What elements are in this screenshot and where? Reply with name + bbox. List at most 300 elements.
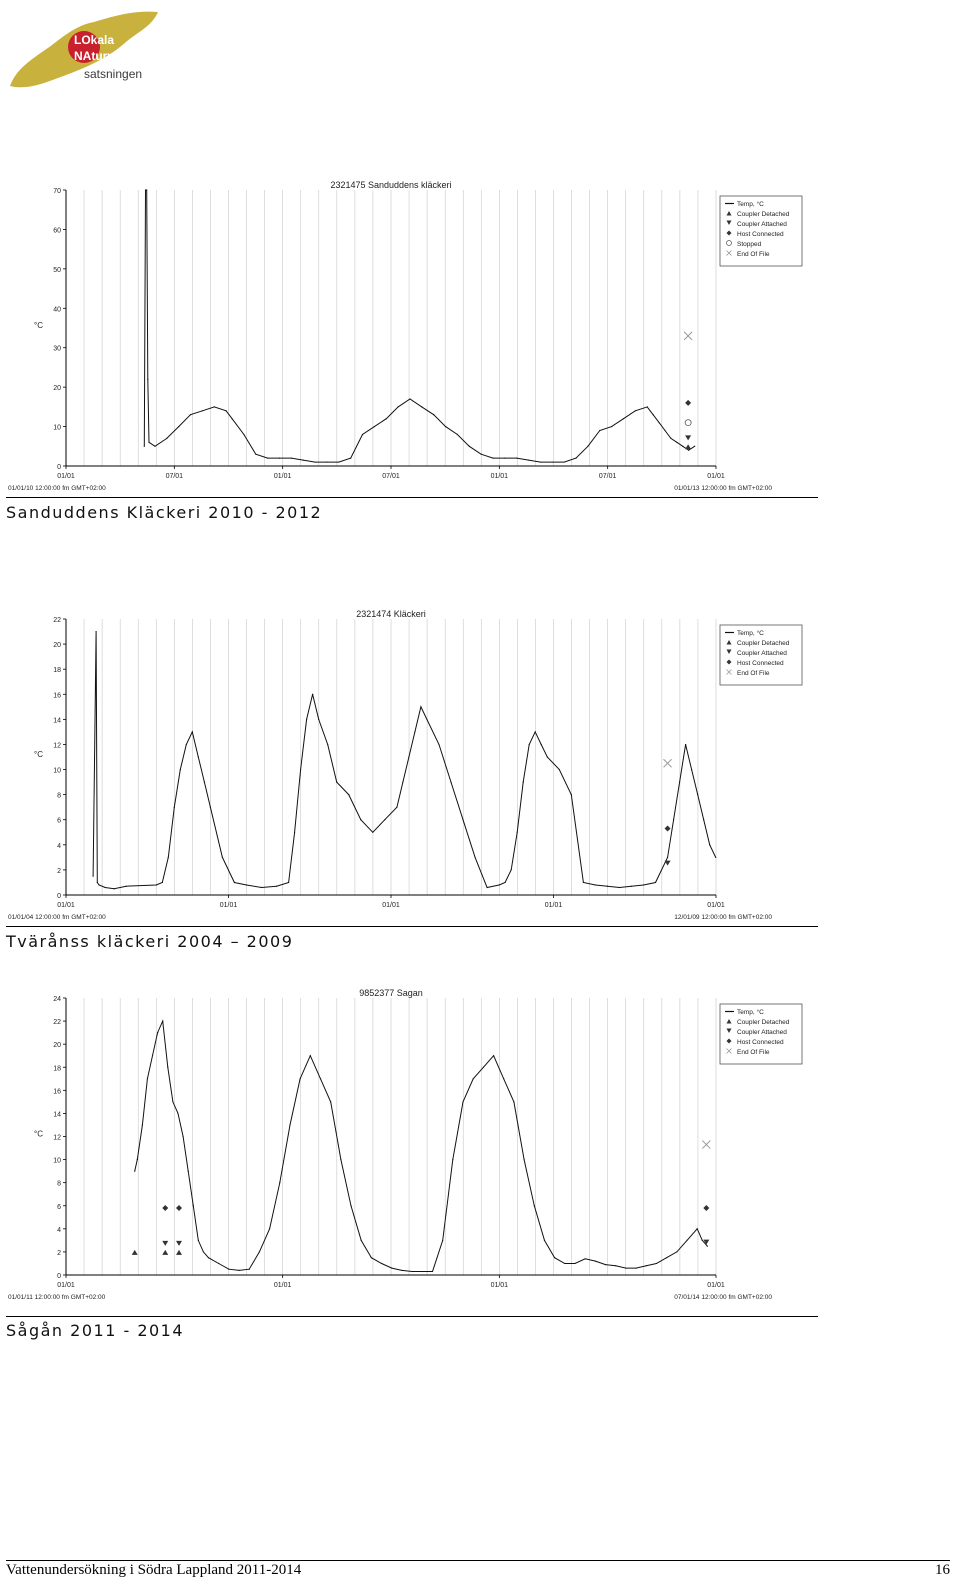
x-tick-label: 01/01 [57, 473, 75, 480]
x-tick-label: 01/01 [219, 902, 238, 909]
caption-rule [6, 926, 818, 927]
temp-data-point [611, 426, 612, 427]
temp-data-point [599, 430, 600, 431]
temp-data-point [147, 379, 148, 380]
temp-data-point [154, 446, 155, 447]
temp-data-point [401, 1270, 402, 1271]
footer [6, 1562, 950, 1582]
caption-rule [6, 1316, 818, 1317]
temp-data-point [643, 884, 644, 885]
legend-entry: Coupler Attached [737, 650, 787, 657]
temp-data-point [499, 884, 500, 885]
marker-end-of-file [702, 1141, 710, 1149]
temp-data-point [186, 744, 187, 745]
temp-data-point [658, 422, 659, 423]
legend-entry: End Of File [737, 1049, 770, 1056]
temp-data-point [462, 1101, 463, 1102]
x-tick-label: 01/01 [273, 1282, 292, 1289]
temp-data-point [426, 719, 427, 720]
temp-data-point [97, 882, 98, 883]
temp-data-point [300, 769, 301, 770]
temp-data-point [228, 1269, 229, 1270]
caption-tvarans: Tvärånss kläckeri 2004 – 2009 [6, 932, 294, 951]
temp-series-line [144, 190, 694, 462]
legend-entry: Host Connected [737, 660, 784, 667]
lokala-naturvards-logo [6, 4, 166, 96]
temp-data-point [92, 876, 93, 877]
temp-data-point [255, 454, 256, 455]
temp-data-point [697, 1228, 698, 1229]
temp-data-point [162, 882, 163, 883]
y-tick-label: 14 [53, 717, 61, 725]
temp-data-point [667, 857, 668, 858]
temp-data-point [318, 719, 319, 720]
temp-data-point [291, 458, 292, 459]
temp-data-point [348, 794, 349, 795]
temp-data-point [664, 430, 665, 431]
temp-series-line [93, 632, 716, 889]
temp-data-point [398, 406, 399, 407]
x-tick-label: 01/01 [490, 1282, 509, 1289]
chart-sanduddens [0, 178, 960, 496]
temp-data-point [450, 781, 451, 782]
x-end-label: 07/01/14 12:00:00 fm GMT+02:00 [674, 1294, 772, 1301]
temp-data-point [134, 1171, 135, 1172]
temp-data-point [234, 882, 235, 883]
temp-data-point [249, 1269, 250, 1270]
y-tick-label: 12 [53, 1134, 61, 1142]
temp-data-point [105, 887, 106, 888]
x-start-label: 01/01/04 12:00:00 fm GMT+02:00 [8, 914, 106, 921]
temp-data-point [192, 731, 193, 732]
temp-data-point [226, 410, 227, 411]
y-tick-label: 10 [53, 1157, 61, 1165]
temp-data-point [682, 446, 683, 447]
temp-data-point [362, 434, 363, 435]
temp-data-point [174, 807, 175, 808]
x-tick-label: 01/01 [707, 1282, 725, 1289]
marker-coupler-detached [162, 1250, 168, 1255]
temp-data-point [697, 794, 698, 795]
temp-data-point [438, 744, 439, 745]
temp-data-point [208, 1257, 209, 1258]
temp-data-point [457, 434, 458, 435]
temp-data-point [694, 446, 695, 447]
temp-data-point [574, 1263, 575, 1264]
marker-coupler-attached [176, 1241, 182, 1246]
temp-data-point [421, 406, 422, 407]
temp-data-point [483, 1067, 484, 1068]
temp-data-point [238, 1270, 239, 1271]
temp-data-point [306, 719, 307, 720]
temp-data-point [635, 1267, 636, 1268]
x-start-label: 01/01/10 12:00:00 fm GMT+02:00 [8, 485, 106, 492]
marker-host-connected [665, 826, 671, 832]
temp-data-point [564, 461, 565, 462]
temp-data-point [547, 756, 548, 757]
legend-entry: End Of File [737, 251, 770, 258]
x-tick-label: 01/01 [544, 902, 563, 909]
y-tick-label: 6 [57, 817, 61, 825]
y-tick-label: 30 [53, 345, 61, 353]
chart-title: 9852377 Sagan [359, 988, 423, 998]
y-tick-label: 22 [53, 1019, 61, 1027]
temp-data-point [279, 458, 280, 459]
x-start-label: 01/01/11 12:00:00 fm GMT+02:00 [8, 1294, 106, 1301]
temp-data-point [152, 1055, 153, 1056]
temp-data-point [126, 886, 127, 887]
legend-entry: End Of File [737, 670, 770, 677]
temp-data-point [605, 1264, 606, 1265]
temp-data-point [350, 1205, 351, 1206]
y-axis-label: °C [34, 321, 43, 330]
temp-data-point [552, 461, 553, 462]
y-tick-label: 18 [53, 667, 61, 675]
caption-sagan: Sågån 2011 - 2014 [6, 1321, 185, 1340]
y-tick-label: 2 [57, 1249, 61, 1257]
legend-entry: Temp, °C [737, 630, 764, 637]
temp-data-point [559, 769, 560, 770]
temp-data-point [492, 458, 493, 459]
page-number: 16 [935, 1562, 950, 1578]
y-tick-label: 40 [53, 306, 61, 314]
y-tick-label: 10 [53, 424, 61, 432]
x-tick-label: 01/01 [707, 473, 725, 480]
y-tick-label: 70 [53, 188, 61, 195]
x-tick-label: 01/01 [57, 902, 75, 909]
x-tick-label: 01/01 [273, 473, 292, 480]
temp-data-point [166, 438, 167, 439]
temp-data-point [571, 794, 572, 795]
temp-data-point [320, 1078, 321, 1079]
chart-block-2 [0, 602, 960, 954]
temp-data-point [288, 882, 289, 883]
temp-data-point [336, 781, 337, 782]
temp-data-point [231, 418, 232, 419]
x-tick-label: 07/01 [598, 473, 617, 480]
y-tick-label: 0 [57, 893, 61, 900]
temp-data-point [487, 887, 488, 888]
marker-coupler-detached [176, 1250, 182, 1255]
y-tick-label: 0 [57, 1273, 61, 1280]
temp-data-point [625, 1267, 626, 1268]
x-tick-label: 01/01 [707, 902, 725, 909]
temp-data-point [182, 1136, 183, 1137]
legend-entry: Coupler Attached [737, 221, 787, 228]
temp-data-point [686, 1240, 687, 1241]
temp-data-point [655, 882, 656, 883]
temp-data-point [98, 884, 99, 885]
marker-coupler-detached [685, 444, 691, 449]
y-tick-label: 16 [53, 692, 61, 700]
temp-data-point [656, 1263, 657, 1264]
temp-data-point [673, 819, 674, 820]
temp-data-point [703, 819, 704, 820]
temp-data-point [190, 414, 191, 415]
temp-data-point [585, 1258, 586, 1259]
temp-data-point [528, 459, 529, 460]
temp-data-point [676, 442, 677, 443]
temp-data-point [688, 450, 689, 451]
temp-data-point [402, 781, 403, 782]
temp-data-point [462, 819, 463, 820]
legend-entry: Coupler Detached [737, 1019, 790, 1026]
x-tick-label: 07/01 [382, 473, 400, 480]
temp-data-point [670, 438, 671, 439]
temp-data-point [289, 1124, 290, 1125]
logo-text-1: LOkala [74, 33, 115, 47]
temp-data-point [583, 882, 584, 883]
temp-data-point [679, 781, 680, 782]
temp-data-point [326, 461, 327, 462]
temp-data-point [473, 1078, 474, 1079]
chart-title: 2321475 Sanduddens kläckeri [330, 180, 452, 190]
chart-sagan [0, 986, 960, 1306]
temp-data-point [504, 458, 505, 459]
y-tick-label: 20 [53, 642, 61, 650]
temp-data-point [646, 1265, 647, 1266]
temp-data-point [702, 1240, 703, 1241]
temp-data-point [691, 769, 692, 770]
chart-title: 2321474 Kläckeri [356, 609, 426, 619]
temp-data-point [168, 857, 169, 858]
chart-block-1 [0, 178, 960, 523]
temp-data-point [676, 1251, 677, 1252]
temp-data-point [493, 1055, 494, 1056]
temp-data-point [445, 426, 446, 427]
marker-stopped [685, 420, 691, 426]
chart-block-3 [0, 986, 960, 1338]
temp-data-point [517, 832, 518, 833]
y-tick-label: 8 [57, 792, 61, 800]
legend-entry: Stopped [737, 241, 762, 248]
logo-text-2: NAturvårds [74, 49, 140, 63]
temp-data-point [396, 807, 397, 808]
marker-coupler-attached [685, 435, 691, 440]
temp-data-point [203, 1251, 204, 1252]
temp-data-point [707, 1246, 708, 1247]
temp-data-point [709, 844, 710, 845]
temp-data-point [267, 458, 268, 459]
temp-data-point [137, 1159, 138, 1160]
legend-entry: Coupler Detached [737, 640, 790, 647]
y-tick-label: 24 [53, 996, 61, 1003]
temp-data-point [157, 1032, 158, 1033]
marker-host-connected [703, 1205, 709, 1211]
temp-data-point [312, 694, 313, 695]
legend-entry: Coupler Detached [737, 211, 790, 218]
temp-data-point [635, 410, 636, 411]
temp-data-point [653, 414, 654, 415]
y-tick-label: 20 [53, 385, 61, 393]
y-tick-label: 60 [53, 227, 61, 235]
caption-sanduddens: Sanduddens Kläckeri 2010 - 2012 [6, 503, 323, 522]
temp-data-point [587, 446, 588, 447]
temp-data-point [193, 1205, 194, 1206]
temp-data-point [554, 1257, 555, 1258]
temp-data-point [156, 884, 157, 885]
temp-data-point [142, 1124, 143, 1125]
temp-data-point [204, 781, 205, 782]
legend-entry: Temp, °C [737, 201, 764, 208]
temp-data-point [95, 631, 96, 632]
temp-data-point [505, 882, 506, 883]
temp-data-point [595, 884, 596, 885]
temp-data-point [374, 426, 375, 427]
temp-data-point [148, 442, 149, 443]
marker-host-connected [176, 1205, 182, 1211]
marker-host-connected [685, 400, 691, 406]
temp-data-point [246, 884, 247, 885]
y-tick-label: 12 [53, 742, 61, 750]
temp-data-point [595, 1261, 596, 1262]
temp-data-point [330, 1101, 331, 1102]
temp-data-point [243, 434, 244, 435]
marker-coupler-detached [132, 1250, 138, 1255]
legend-entry: Host Connected [737, 231, 784, 238]
temp-data-point [414, 731, 415, 732]
temp-data-point [381, 1263, 382, 1264]
temp-data-point [529, 744, 530, 745]
temp-data-point [386, 418, 387, 419]
temp-data-point [666, 1257, 667, 1258]
legend-symbol-stopped [727, 241, 732, 246]
logo-text-3: satsningen [84, 67, 143, 81]
x-tick-label: 01/01 [382, 902, 400, 909]
temp-data-point [310, 1055, 311, 1056]
temp-data-point [338, 461, 339, 462]
temp-data-point [294, 832, 295, 833]
y-tick-label: 4 [57, 842, 61, 850]
temp-data-point [300, 1078, 301, 1079]
temp-data-point [210, 807, 211, 808]
temp-data-point [412, 1271, 413, 1272]
temp-data-point [422, 1271, 423, 1272]
x-end-label: 01/01/13 12:00:00 fm GMT+02:00 [674, 485, 772, 492]
temp-data-point [715, 857, 716, 858]
y-tick-label: 14 [53, 1111, 61, 1119]
temp-data-point [259, 1251, 260, 1252]
temp-data-point [188, 1171, 189, 1172]
temp-data-point [172, 1101, 173, 1102]
marker-host-connected [162, 1205, 168, 1211]
x-tick-label: 01/01 [57, 1282, 75, 1289]
chart-tvarans [0, 602, 960, 924]
temp-data-point [564, 1263, 565, 1264]
temp-data-point [685, 744, 686, 745]
temp-data-point [162, 1020, 163, 1021]
temp-data-point [647, 406, 648, 407]
temp-data-point [607, 886, 608, 887]
marker-end-of-file [684, 332, 692, 340]
temp-data-point [146, 189, 147, 190]
temp-data-point [631, 886, 632, 887]
temp-data-point [340, 1159, 341, 1160]
temp-data-point [503, 1078, 504, 1079]
temp-data-point [314, 461, 315, 462]
temp-data-point [408, 756, 409, 757]
temp-data-point [180, 769, 181, 770]
y-tick-label: 10 [53, 767, 61, 775]
temp-data-point [360, 819, 361, 820]
temp-data-point [198, 1240, 199, 1241]
y-tick-label: 0 [57, 464, 61, 471]
temp-data-point [615, 1265, 616, 1266]
temp-data-point [144, 446, 145, 447]
temp-data-point [442, 1240, 443, 1241]
temp-data-point [279, 1182, 280, 1183]
y-tick-label: 50 [53, 266, 61, 274]
temp-data-point [178, 426, 179, 427]
temp-data-point [145, 189, 146, 190]
temp-data-point [469, 446, 470, 447]
temp-data-point [540, 461, 541, 462]
temp-data-point [544, 1240, 545, 1241]
x-tick-label: 01/01 [490, 473, 509, 480]
temp-data-point [303, 459, 304, 460]
temp-data-point [202, 410, 203, 411]
caption-rule [6, 497, 818, 498]
y-tick-label: 2 [57, 867, 61, 875]
legend-entry: Host Connected [737, 1039, 784, 1046]
temp-data-point [218, 1263, 219, 1264]
temp-data-point [511, 869, 512, 870]
temp-data-point [619, 887, 620, 888]
temp-data-point [198, 756, 199, 757]
y-tick-label: 4 [57, 1226, 61, 1234]
temp-data-point [361, 1240, 362, 1241]
marker-coupler-attached [665, 861, 671, 866]
temp-data-point [214, 406, 215, 407]
temp-data-point [222, 857, 223, 858]
temp-data-point [541, 744, 542, 745]
y-tick-label: 6 [57, 1203, 61, 1211]
y-tick-label: 8 [57, 1180, 61, 1188]
temp-data-point [350, 458, 351, 459]
marker-coupler-attached [162, 1241, 168, 1246]
temp-data-point [420, 706, 421, 707]
temp-data-point [433, 414, 434, 415]
temp-data-point [269, 1228, 270, 1229]
temp-data-point [147, 1078, 148, 1079]
temp-data-point [474, 857, 475, 858]
temp-series-line [135, 1021, 708, 1271]
y-axis-label: °C [34, 750, 43, 759]
temp-data-point [524, 1159, 525, 1160]
temp-data-point [177, 1113, 178, 1114]
y-axis-label: °C [34, 1129, 43, 1139]
temp-data-point [575, 458, 576, 459]
temp-data-point [409, 398, 410, 399]
y-tick-label: 20 [53, 1042, 61, 1050]
marker-end-of-file [664, 759, 672, 767]
temp-data-point [523, 781, 524, 782]
footer-rule [6, 1560, 950, 1561]
y-tick-label: 18 [53, 1065, 61, 1073]
temp-data-point [534, 1205, 535, 1206]
temp-data-point [114, 888, 115, 889]
y-tick-label: 16 [53, 1088, 61, 1096]
temp-data-point [327, 744, 328, 745]
temp-data-point [261, 887, 262, 888]
x-end-label: 12/01/09 12:00:00 fm GMT+02:00 [674, 914, 772, 921]
temp-data-point [384, 819, 385, 820]
temp-data-point [513, 1101, 514, 1102]
temp-data-point [372, 832, 373, 833]
x-tick-label: 07/01 [165, 473, 184, 480]
temp-data-point [391, 1267, 392, 1268]
temp-data-point [276, 886, 277, 887]
